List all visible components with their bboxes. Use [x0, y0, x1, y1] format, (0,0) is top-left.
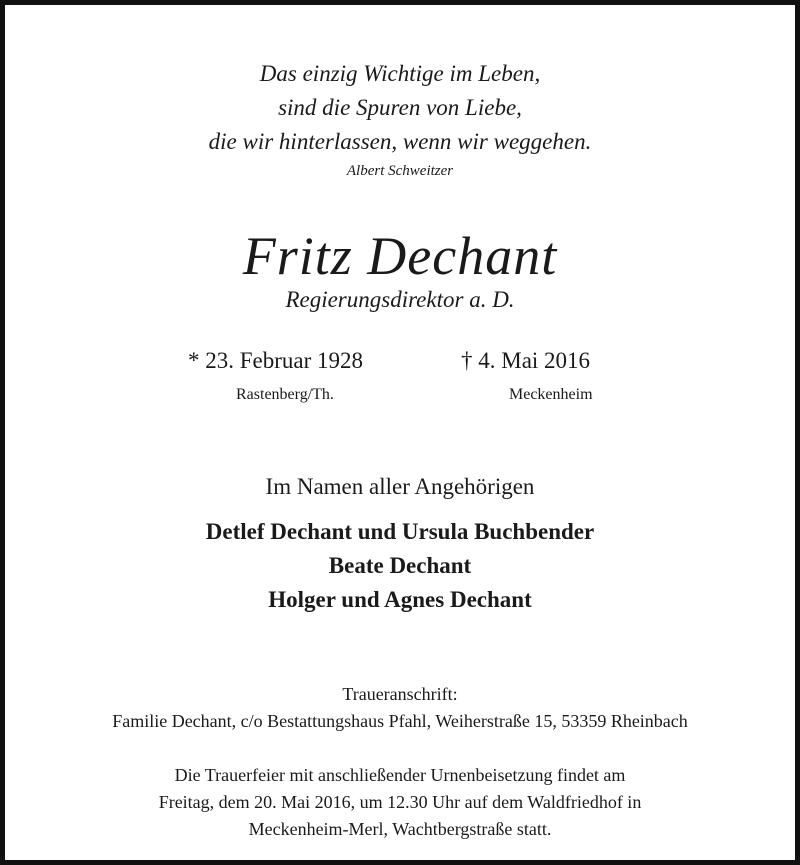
- address-text: Familie Dechant, c/o Bestattungshaus Pfahl, Weiherstraße 15, 53359 Rheinbach: [112, 711, 688, 731]
- mourner-name: Detlef Dechant und Ursula Buchbender: [205, 519, 595, 544]
- ceremony-line: Meckenheim-Merl, Wachtbergstraße statt.: [248, 819, 552, 839]
- mourner-name: Holger und Agnes Dechant: [268, 587, 532, 612]
- deceased-name: Fritz Dechant: [242, 226, 558, 286]
- mourner-name: Beate Dechant: [328, 553, 472, 578]
- death-place: Meckenheim: [509, 386, 593, 403]
- deceased-title: Regierungsdirektor a. D.: [285, 287, 515, 312]
- quote-author: Albert Schweitzer: [346, 163, 454, 179]
- death-date: † 4. Mai 2016: [461, 348, 591, 373]
- quote-line: die wir hinterlassen, wenn wir weggehen.: [208, 129, 592, 154]
- quote: [5, 57, 795, 159]
- birth-date: * 23. Februar 1928: [188, 348, 364, 373]
- address-block: [5, 681, 795, 735]
- mourners-intro: Im Namen aller Angehörigen: [265, 474, 535, 499]
- ceremony-line: Freitag, dem 20. Mai 2016, um 12.30 Uhr auf dem Waldfriedhof in: [158, 792, 642, 812]
- birth-place: Rastenberg/Th.: [236, 386, 334, 403]
- mourners-list: [5, 515, 795, 617]
- ceremony-info: [5, 762, 795, 843]
- quote-line: Das einzig Wichtige im Leben,: [259, 61, 541, 86]
- ceremony-line: Die Trauerfeier mit anschließender Urnenbeisetzung findet am: [174, 765, 626, 785]
- quote-line: sind die Spuren von Liebe,: [278, 95, 522, 120]
- address-label: Traueranschrift:: [342, 684, 458, 704]
